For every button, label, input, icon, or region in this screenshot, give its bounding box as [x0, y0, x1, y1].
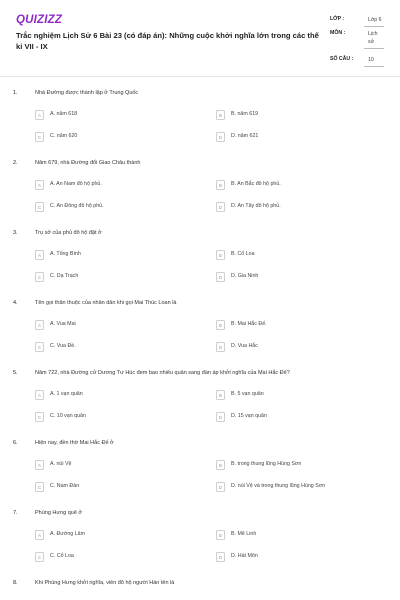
option-key-box: B [216, 320, 225, 330]
option-key-box: C [35, 132, 44, 142]
option-text: B. Mai Hắc Đế. [231, 321, 267, 327]
option-text: B. Cổ Loa [231, 251, 255, 257]
option-text: D. năm 621 [231, 133, 259, 139]
option-text: C. Nam Đàn [50, 483, 80, 489]
question-number: 6. [13, 440, 18, 446]
option-key-box: B [216, 460, 225, 470]
option-key-box: D [216, 132, 225, 142]
subject-value: Lịch sử [368, 31, 378, 45]
option-key-box: A [35, 180, 44, 190]
question-5 [0, 364, 400, 434]
option-text: D. Vua Hắc [231, 343, 258, 349]
option-text: C. Cổ Loa [50, 553, 74, 559]
option-key-box: C [35, 342, 44, 352]
worksheet-header [0, 0, 400, 80]
option-key-box: D [216, 272, 225, 282]
option-key-box: B [216, 390, 225, 400]
option-text: A. Vua Mai [50, 321, 76, 327]
option-key-box: B [216, 180, 225, 190]
question-number: 3. [13, 230, 18, 236]
subject-label: MÔN : [330, 30, 346, 36]
option-key-box: D [216, 482, 225, 492]
option-text: A. Tống Bình [50, 251, 81, 257]
option-text: B. An Bắc đô hộ phủ. [231, 181, 281, 187]
option-key-box: D [216, 552, 225, 562]
option-text: C. An Đông đô hộ phủ. [50, 203, 104, 209]
question-number: 7. [13, 510, 18, 516]
class-value: Lớp 6 [368, 17, 382, 23]
quizizz-logo: QUIZIZZ [16, 14, 63, 26]
question-text: Phùng Hưng quê ở [35, 510, 83, 516]
option-text: B. Mê Linh [231, 531, 257, 537]
question-2 [0, 154, 400, 224]
option-key-box: C [35, 272, 44, 282]
class-label: LỚP : [330, 16, 345, 22]
question-number: 4. [13, 300, 18, 306]
question-number: 5. [13, 370, 18, 376]
option-key-box: A [35, 250, 44, 260]
option-key-box: C [35, 412, 44, 422]
question-number: 2. [13, 160, 18, 166]
option-key-box: A [35, 390, 44, 400]
option-key-box: C [35, 552, 44, 562]
worksheet-title: Trắc nghiệm Lịch Sử 6 Bài 23 (có đáp án): Những cuộc khởi nghĩa lớn trong các thế kỉ VII - IX [16, 31, 319, 51]
question-text: Tên gọi thân thuộc của nhân dân khi gọi Mai Thúc Loan là [35, 300, 177, 306]
option-text: A. 1 vạn quân [50, 391, 83, 397]
count-underline [364, 66, 384, 67]
question-number: 1. [13, 90, 18, 96]
question-6 [0, 434, 400, 504]
option-key-box: A [35, 460, 44, 470]
option-text: D. Hát Môn [231, 553, 258, 559]
option-text: C. Dạ Trạch [50, 273, 79, 279]
option-text: C. 10 vạn quân [50, 413, 86, 419]
subject-underline [364, 48, 384, 49]
question-text: Hiện nay, đền thờ Mai Hắc Đế ở [35, 440, 114, 446]
option-key-box: C [35, 202, 44, 212]
option-text: A. An Nam đô hộ phủ. [50, 181, 102, 187]
option-text: D. Gia Ninh [231, 273, 259, 279]
option-text: B. năm 619 [231, 111, 259, 117]
option-text: D. An Tây đô hộ phủ. [231, 203, 281, 209]
question-4 [0, 294, 400, 364]
option-key-box: A [35, 110, 44, 120]
option-key-box: B [216, 250, 225, 260]
class-underline [364, 26, 384, 27]
option-key-box: A [35, 320, 44, 330]
question-7 [0, 504, 400, 574]
option-text: D. núi Vệ và trong thung lũng Hùng Sơn [231, 483, 326, 489]
option-text: C. năm 620 [50, 133, 78, 139]
question-number: 8. [13, 580, 18, 586]
question-text: Nhà Đường được thành lập ở Trung Quốc [35, 90, 139, 96]
option-text: B. 5 vạn quân [231, 391, 264, 397]
question-text: Năm 722, nhà Đường cử Dương Tư Húc đem bao nhiêu quân sang đàn áp khởi nghĩa của Mai Hắc Đế? [35, 370, 290, 376]
option-text: C. Vua Đề. [50, 343, 76, 349]
count-label: SỐ CÂU : [330, 56, 354, 62]
question-text: Năm 679, nhà Đường đổi Giao Châu thành [35, 160, 141, 166]
option-text: A. năm 618 [50, 111, 78, 117]
option-key-box: D [216, 342, 225, 352]
option-key-box: A [35, 530, 44, 540]
option-text: A. núi Vệ [50, 461, 72, 467]
count-value: 10 [368, 57, 374, 63]
question-1 [0, 84, 400, 154]
option-key-box: D [216, 202, 225, 212]
question-8 [0, 574, 400, 600]
question-text: Trụ sở của phủ đô hộ đặt ở [35, 230, 102, 236]
option-key-box: D [216, 412, 225, 422]
option-key-box: B [216, 530, 225, 540]
option-key-box: B [216, 110, 225, 120]
question-3 [0, 224, 400, 294]
option-key-box: C [35, 482, 44, 492]
question-text: Khi Phùng Hưng khởi nghĩa, viên đô hộ người Hán tên là [35, 580, 175, 586]
option-text: D. 15 vạn quân [231, 413, 267, 419]
option-text: A. Đường Lâm [50, 531, 85, 537]
option-text: B. trong thung lũng Hùng Sơn [231, 461, 302, 467]
header-divider [0, 76, 400, 77]
